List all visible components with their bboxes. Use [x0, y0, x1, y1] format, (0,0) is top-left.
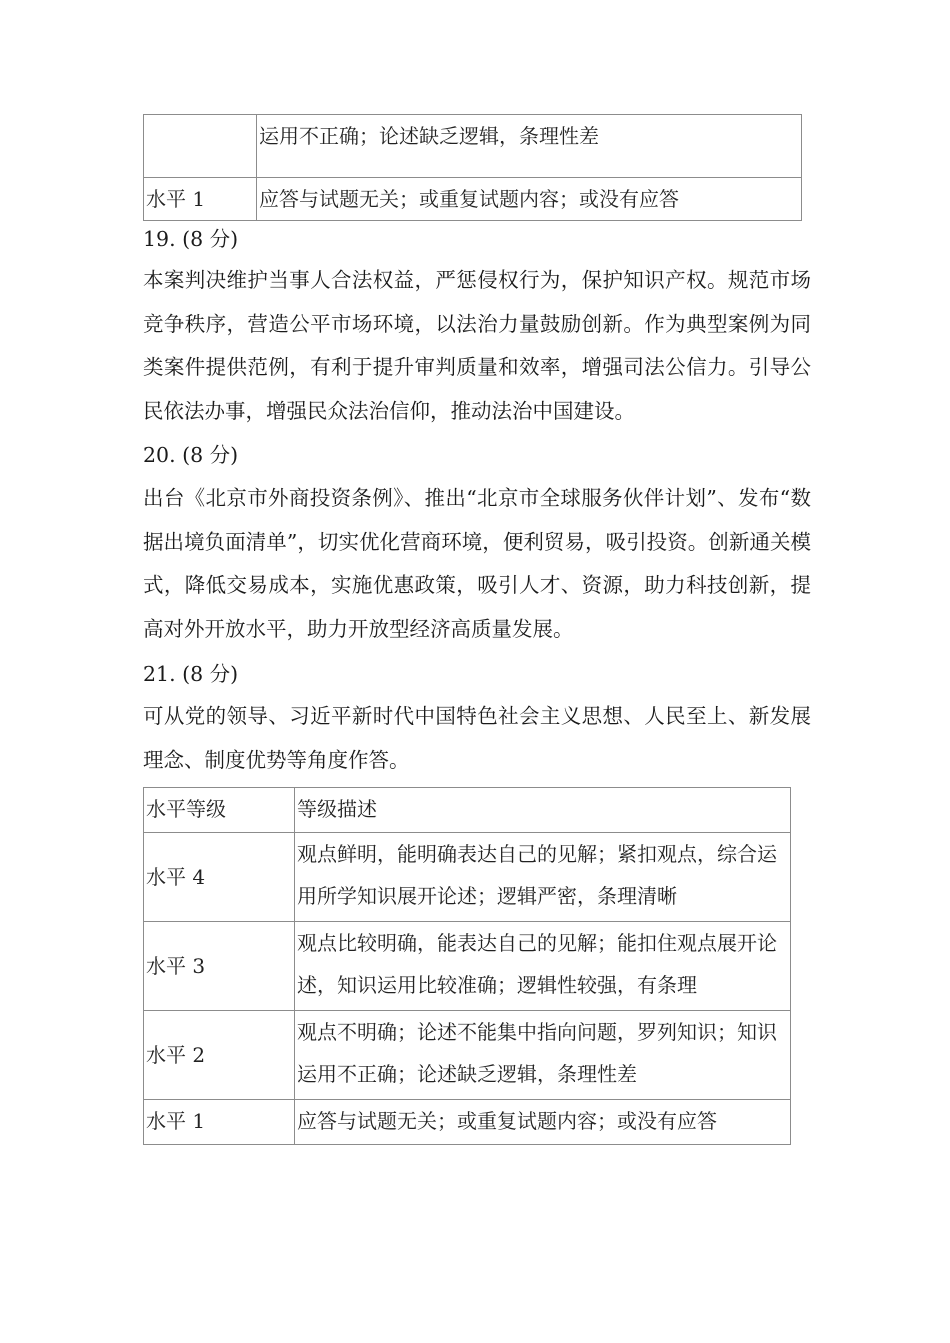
description-cell: 运用不正确；论述缺乏逻辑，条理性差	[257, 115, 802, 178]
description-cell: 应答与试题无关；或重复试题内容；或没有应答	[295, 1100, 791, 1145]
table-row	[144, 833, 791, 922]
table-row	[144, 922, 791, 1011]
question-20-heading: 20. (8 分)	[143, 443, 239, 467]
table-header-row	[144, 788, 791, 833]
header-description: 等级描述	[295, 788, 791, 833]
table-row	[144, 178, 802, 221]
level-cell: 水平 4	[144, 833, 295, 922]
table-row	[144, 115, 802, 178]
table-row	[144, 1011, 791, 1100]
question-19-heading: 19. (8 分)	[143, 227, 239, 251]
question-21-heading: 21. (8 分)	[143, 662, 239, 686]
grading-table-q21	[143, 787, 791, 1145]
level-cell: 水平 2	[144, 1011, 295, 1100]
grading-table-q18	[143, 114, 802, 221]
description-cell: 应答与试题无关；或重复试题内容；或没有应答	[257, 178, 802, 221]
header-level: 水平等级	[144, 788, 295, 833]
description-cell: 观点鲜明，能明确表达自己的见解；紧扣观点，综合运用所学知识展开论述；逻辑严密，条理清晰	[295, 833, 791, 922]
description-cell: 观点不明确；论述不能集中指向问题，罗列知识；知识运用不正确；论述缺乏逻辑，条理性差	[295, 1011, 791, 1100]
level-cell: 水平 3	[144, 922, 295, 1011]
question-19-answer: 本案判决维护当事人合法权益，严惩侵权行为，保护知识产权。规范市场竞争秩序，营造公平市场环境，以法治力量鼓励创新。作为典型案例为同类案件提供范例，有利于提升审判质量和效率，增强司法公信力。引导公民依法办事，增强民众法治信仰，推动法治中国建设。	[143, 268, 811, 423]
level-cell	[144, 115, 257, 178]
table-row	[144, 1100, 791, 1145]
question-21-answer: 可从党的领导、习近平新时代中国特色社会主义思想、人民至上、新发展理念、制度优势等角度作答。	[143, 704, 811, 772]
question-20-answer: 出台《北京市外商投资条例》、推出“北京市全球服务伙伴计划”、发布“数据出境负面清单”，切实优化营商环境，便利贸易，吸引投资。创新通关模式，降低交易成本，实施优惠政策，吸引人才、资源，助力科技创新，提高对外开放水平，助力开放型经济高质量发展。	[143, 486, 811, 641]
level-cell: 水平 1	[144, 178, 257, 221]
level-cell: 水平 1	[144, 1100, 295, 1145]
description-cell: 观点比较明确，能表达自己的见解；能扣住观点展开论述，知识运用比较准确；逻辑性较强，有条理	[295, 922, 791, 1011]
